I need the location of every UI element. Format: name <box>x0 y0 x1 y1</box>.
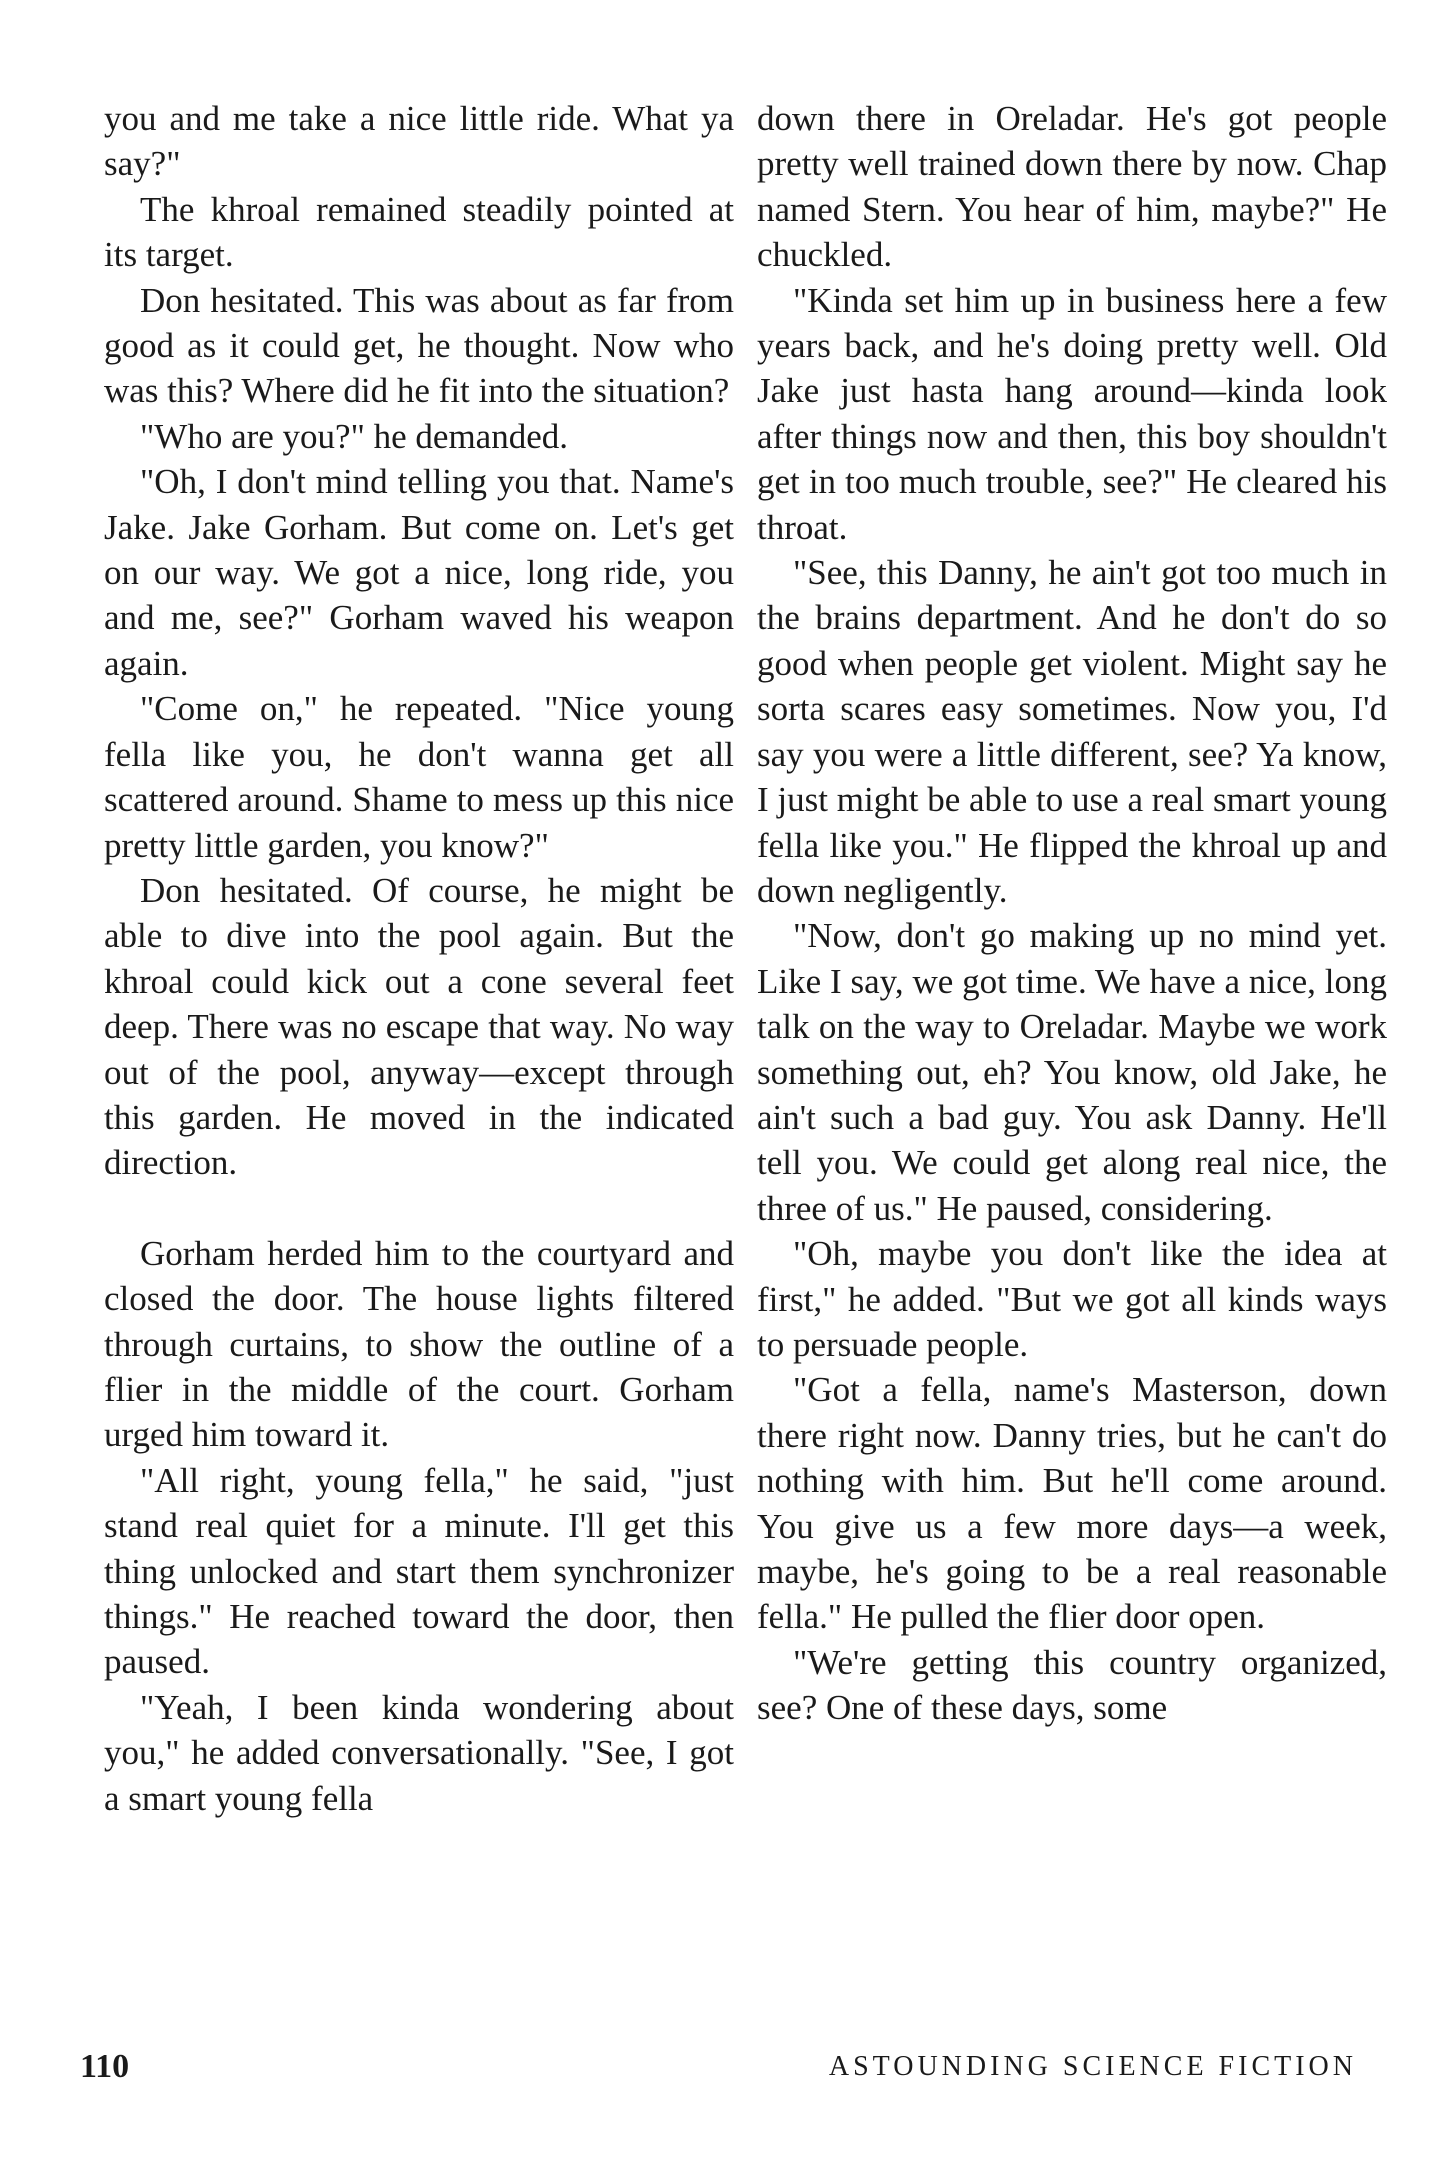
paragraph: "Oh, I don't mind telling you that. Name's Jake. Jake Gorham. But come on. Let's get on our way. We got a nice, long ride, you and me, see?" Gorham waved his weapon again. <box>104 462 734 683</box>
paragraph: down there in Oreladar. He's got people pretty well trained down there by now. Chap named Stern. You hear of him, maybe?" He chuckled. <box>757 99 1387 275</box>
left-column <box>104 96 734 1821</box>
paragraph: "Yeah, I been kinda wondering about you," he added conversationally. "See, I got a smart young fella <box>104 1687 734 1818</box>
right-column <box>757 96 1387 1731</box>
paragraph: "Who are you?" he demanded. <box>140 416 568 456</box>
paragraph: Don hesitated. Of course, he might be able to dive into the pool again. But the khroal could kick out a cone several feet deep. There was no escape that way. No way out of the pool, anyway—except through this garden. He moved in the indicated direction. <box>104 870 734 1183</box>
paragraph: "Come on," he repeated. "Nice young fella like you, he don't wanna get all scattered around. Shame to mess up this nice pretty little garden, you know?" <box>104 689 734 865</box>
running-title: ASTOUNDING SCIENCE FICTION <box>828 2051 1357 2082</box>
paragraph: Don hesitated. This was about as far from good as it could get, he thought. Now who was this? Where did he fit into the situation? <box>104 280 734 411</box>
page-number: 110 <box>80 2048 130 2085</box>
paragraph: "All right, young fella," he said, "just stand real quiet for a minute. I'll get this thing unlocked and start them synchronizer things." He reached toward the door, then paused. <box>104 1460 734 1682</box>
paragraph: you and me take a nice little ride. What ya say?" <box>104 99 734 184</box>
paragraph: "We're getting this country organized, see? One of these days, some <box>757 1642 1387 1728</box>
paragraph: "Kinda set him up in business here a few years back, and he's doing pretty well. Old Jake just hasta hang around—kinda look after things now and then, this boy shouldn't get in too much trouble, see?" He cleared his throat. <box>757 280 1387 547</box>
paragraph: The khroal remained steadily pointed at its target. <box>104 189 734 275</box>
paragraph: "Got a fella, name's Masterson, down there right now. Danny tries, but he can't do nothing with him. But he'll come around. You give us a few more days—a week, maybe, he's going to be a real reasonable fella." He pulled the flier door open. <box>757 1370 1387 1637</box>
paragraph: "Now, don't go making up no mind yet. Like I say, we got time. We have a nice, long talk on the way to Oreladar. Maybe we work something out, eh? You know, old Jake, he ain't such a bad guy. You ask Danny. He'll tell you. We could get along real nice, the three of us." He paused, considering. <box>757 916 1387 1228</box>
paragraph: "Oh, maybe you don't like the idea at first," he added. "But we got all kinds ways to persuade people. <box>757 1234 1387 1364</box>
paragraph: Gorham herded him to the courtyard and closed the door. The house lights filtered through curtains, to show the outline of a flier in the middle of the court. Gorham urged him toward it. <box>104 1233 734 1455</box>
paragraph: "See, this Danny, he ain't got too much in the brains department. And he don't do so good when people get violent. Might say he sorta scares easy sometimes. Now you, I'd say you were a little different, see? Ya know, I just might be able to use a real smart young fella like you." He flipped the khroal up and down negligently. <box>757 553 1387 910</box>
